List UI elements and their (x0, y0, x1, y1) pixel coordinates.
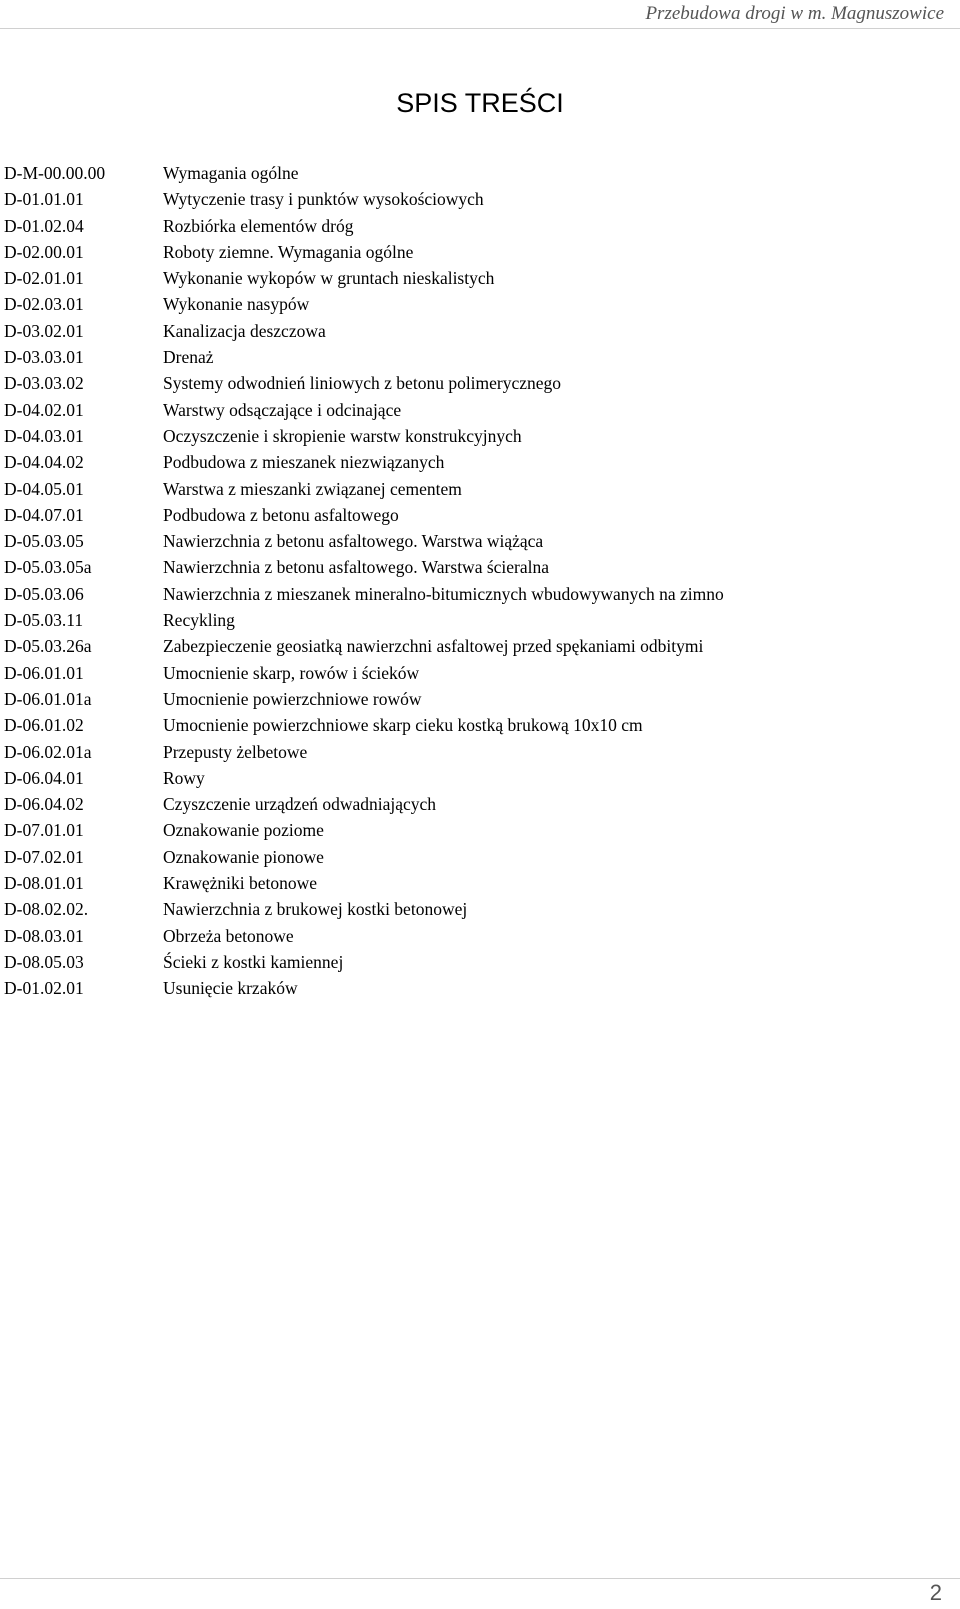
toc-entry-title: Podbudowa z mieszanek niezwiązanych (163, 452, 445, 473)
toc-entry (4, 265, 944, 291)
toc-entry-code: D-06.01.01a (4, 688, 92, 709)
toc-entry-title: Umocnienie skarp, rowów i ścieków (163, 662, 420, 683)
toc-entry (4, 213, 944, 239)
toc-entry (4, 423, 944, 449)
toc-entry-title: Wykonanie nasypów (163, 294, 310, 315)
toc-entry-code: D-04.07.01 (4, 504, 84, 525)
toc-entry-title: Krawężniki betonowe (163, 873, 318, 894)
toc-entry (4, 712, 944, 738)
toc-entry-code: D-03.03.01 (4, 347, 84, 368)
toc-entry-title: Roboty ziemne. Wymagania ogólne (163, 241, 414, 262)
toc-entry-title: Nawierzchnia z betonu asfaltowego. Warstwa ścieralna (163, 557, 550, 578)
toc-entry (4, 870, 944, 896)
toc-entry-code: D-04.03.01 (4, 425, 84, 446)
toc-entry (4, 476, 944, 502)
table-of-contents (4, 160, 944, 1002)
toc-entry-title: Podbudowa z betonu asfaltowego (163, 504, 399, 525)
toc-entry (4, 502, 944, 528)
toc-entry-title: Umocnienie powierzchniowe skarp cieku kostką brukową 10x10 cm (163, 715, 643, 736)
toc-entry (4, 370, 944, 396)
running-header: Przebudowa drogi w m. Magnuszowice (645, 3, 944, 24)
toc-entry (4, 397, 944, 423)
toc-entry-code: D-08.05.03 (4, 951, 84, 972)
toc-entry (4, 291, 944, 317)
toc-entry-code: D-05.03.05 (4, 531, 84, 552)
toc-entry-code: D-04.02.01 (4, 399, 84, 420)
toc-entry-code: D-01.02.04 (4, 215, 84, 236)
toc-entry-title: Nawierzchnia z mieszanek mineralno-bitumicznych wbudowywanych na zimno (163, 583, 724, 604)
toc-entry-title: Wymagania ogólne (163, 163, 299, 183)
toc-entry-code: D-01.01.01 (4, 189, 84, 210)
toc-entry-title: Oznakowanie pionowe (163, 846, 324, 867)
toc-entry-code: D-04.04.02 (4, 452, 84, 473)
toc-entry-code: D-05.03.11 (4, 610, 84, 631)
toc-entry-code: D-05.03.26a (4, 636, 92, 657)
toc-entry (4, 633, 944, 659)
toc-entry (4, 318, 944, 344)
toc-entry-title: Obrzeża betonowe (163, 925, 294, 946)
toc-entry-title: Recykling (163, 610, 235, 631)
toc-entry-code: D-05.03.05a (4, 557, 92, 578)
toc-entry-code: D-07.01.01 (4, 820, 84, 841)
toc-entry-code: D-03.02.01 (4, 320, 84, 341)
toc-entry-title: Warstwy odsączające i odcinające (163, 399, 402, 420)
toc-entry (4, 160, 944, 186)
toc-entry (4, 949, 944, 975)
toc-entry-code: D-M-00.00.00 (4, 163, 106, 183)
footer-divider (0, 1578, 960, 1579)
toc-entry (4, 896, 944, 922)
page-number: 2 (929, 1580, 942, 1605)
toc-entry-code: D-01.02.01 (4, 978, 84, 999)
toc-entry-title: Usunięcie krzaków (163, 978, 298, 999)
toc-entry-title: Nawierzchnia z brukowej kostki betonowej (163, 899, 468, 920)
toc-entry-title: Rozbiórka elementów dróg (163, 215, 354, 236)
toc-entry-title: Ścieki z kostki kamiennej (163, 951, 344, 972)
toc-entry (4, 528, 944, 554)
toc-entry-code: D-06.01.02 (4, 715, 84, 736)
toc-entry (4, 554, 944, 580)
toc-entry-code: D-04.05.01 (4, 478, 84, 499)
toc-entry-title: Zabezpieczenie geosiatką nawierzchni asfaltowej przed spękaniami odbitymi (163, 636, 704, 657)
toc-entry (4, 581, 944, 607)
toc-entry-title: Wykonanie wykopów w gruntach nieskalistych (163, 268, 495, 289)
toc-entry-code: D-06.02.01a (4, 741, 92, 762)
toc-entry-title: Systemy odwodnień liniowych z betonu polimerycznego (163, 373, 562, 394)
toc-entry (4, 607, 944, 633)
toc-entry (4, 186, 944, 212)
toc-entry (4, 449, 944, 475)
toc-entry (4, 791, 944, 817)
toc-entry-code: D-02.03.01 (4, 294, 84, 315)
toc-entry (4, 923, 944, 949)
toc-entry-code: D-08.01.01 (4, 873, 84, 894)
toc-entry-code: D-06.04.02 (4, 794, 84, 815)
toc-entry-code: D-02.01.01 (4, 268, 84, 289)
toc-entry-title: Oznakowanie poziome (163, 820, 324, 841)
toc-entry-title: Wytyczenie trasy i punktów wysokościowych (163, 189, 484, 210)
toc-entry-title: Umocnienie powierzchniowe rowów (163, 688, 422, 709)
toc-entry (4, 239, 944, 265)
toc-entry-title: Warstwa z mieszanki związanej cementem (163, 478, 462, 499)
toc-entry (4, 765, 944, 791)
page-title: SPIS TREŚCI (396, 88, 564, 119)
toc-entry-code: D-06.01.01 (4, 662, 84, 683)
toc-entry-title: Drenaż (163, 347, 214, 368)
toc-entry (4, 844, 944, 870)
header-divider (0, 28, 960, 29)
toc-entry (4, 344, 944, 370)
toc-entry-code: D-08.02.02. (4, 899, 89, 920)
toc-entry-code: D-02.00.01 (4, 241, 84, 262)
toc-entry-title: Nawierzchnia z betonu asfaltowego. Warstwa wiążąca (163, 531, 544, 552)
toc-entry-title: Oczyszczenie i skropienie warstw konstrukcyjnych (163, 425, 522, 446)
toc-entry (4, 975, 944, 1001)
toc-entry-code: D-07.02.01 (4, 846, 84, 867)
toc-entry (4, 817, 944, 843)
toc-entry-title: Przepusty żelbetowe (163, 741, 308, 762)
toc-entry-title: Rowy (163, 767, 205, 788)
toc-entry-code: D-03.03.02 (4, 373, 84, 394)
toc-entry (4, 739, 944, 765)
toc-entry (4, 660, 944, 686)
toc-entry (4, 686, 944, 712)
toc-entry-title: Kanalizacja deszczowa (163, 320, 326, 341)
toc-entry-code: D-06.04.01 (4, 767, 84, 788)
toc-entry-title: Czyszczenie urządzeń odwadniających (163, 794, 437, 815)
toc-entry-code: D-08.03.01 (4, 925, 84, 946)
toc-entry-code: D-05.03.06 (4, 583, 84, 604)
